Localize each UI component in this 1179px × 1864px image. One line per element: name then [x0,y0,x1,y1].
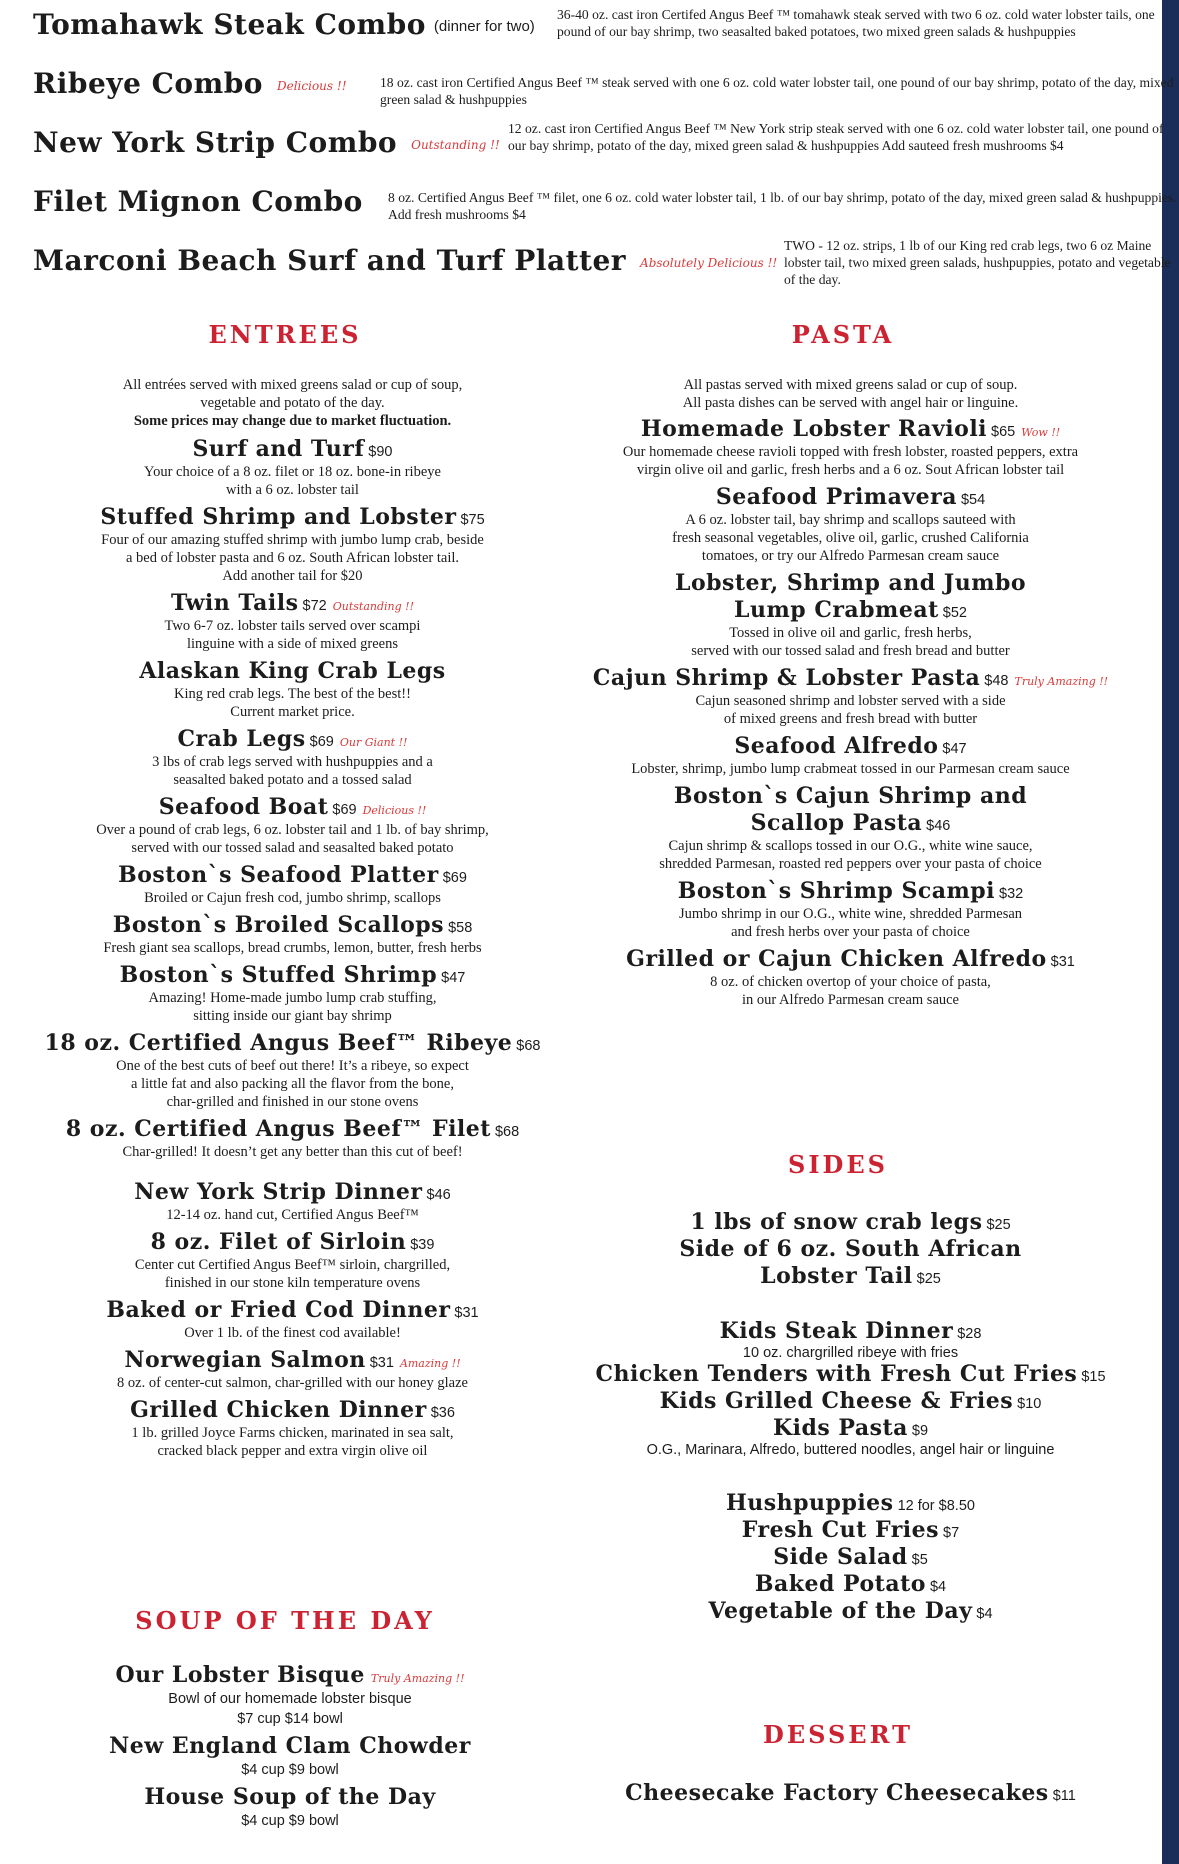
item-desc: Four of our amazing stuffed shrimp with jumbo lump crab, beside a bed of lobster pasta and 6 oz. South African lobster tail. Add another tail for $20 [101,532,484,584]
combo-name: Marconi Beach Surf and Turf Platter [33,244,627,277]
item-name: Boston`s Shrimp Scampi [677,878,996,904]
item-name: Boston`s Seafood Platter [118,862,439,888]
item-name: Baked Potato [754,1571,926,1597]
item-desc: One of the best cuts of beef out there! It’s a ribeye, so expect a little fat and also packing all the flavor from the bone, char-grilled and finished in our stone ovens [116,1058,469,1110]
item-price: $69 [442,870,467,886]
item-price: $5 [911,1552,928,1568]
menu-item [578,783,1123,873]
item-name: House Soup of the Day [144,1784,436,1810]
combo-tag: Delicious !! [276,79,347,93]
combo-name: New York Strip Combo [33,126,398,159]
item-name: 8 oz. Certified Angus Beef™ Filet [65,1116,491,1142]
item-price: $54 [960,492,986,508]
combo-ribeye [33,67,347,100]
combo-ny-strip [33,126,500,159]
item-desc: King red crab legs. The best of the best!! Current market price. [174,686,411,720]
item-desc: Bowl of our homemade lobster bisque [168,1691,412,1707]
item-price: $28 [957,1326,982,1342]
entrees-intro [20,376,565,430]
dessert-column [578,1780,1123,1807]
item-name: Kids Pasta [772,1415,908,1441]
soup-prices: $7 cup $14 bowl [237,1711,343,1727]
intro-line: All pastas served with mixed greens salad or cup of soup. [683,377,1018,393]
soup-prices: $4 cup $9 bowl [241,1762,339,1778]
menu-item [20,590,565,653]
item-name: Crab Legs [177,726,306,752]
combo-desc: TWO - 12 oz. strips, 1 lb of our King red crab legs, two 6 oz Maine lobster tail, two mixed green salads, hushpuppies, potato and vegetable of the day. [784,238,1171,287]
item-desc: 10 oz. chargrilled ribeye with fries [742,1345,959,1361]
item-name-line1: Boston`s Cajun Shrimp and [673,783,1028,809]
item-name: Stuffed Shrimp and Lobster [100,504,457,530]
item-name: Cajun Shrimp & Lobster Pasta [592,665,981,691]
intro-line: All entrées served with mixed greens salad or cup of soup, [122,377,463,393]
item-desc: 3 lbs of crab legs served with hushpuppies and a seasalted baked potato and a tossed salad [152,754,433,788]
menu-item [20,726,565,789]
item-desc: Our homemade cheese ravioli topped with fresh lobster, roasted peppers, extra virgin olive oil and garlic, fresh herbs and a 6 oz. Sout African lobster tail [622,444,1079,478]
intro-bold: Some prices may change due to market fluctuation. [133,413,452,429]
item-desc: Center cut Certified Angus Beef™ sirloin, chargrilled, finished in our stone kiln temperature ovens [134,1257,451,1291]
combo-desc: 12 oz. cast iron Certified Angus Beef ™ New York strip steak served with one 6 oz. cold water lobster tail, one pound of our bay shrimp, potato of the day, mixed green salad & hushpuppies Add sauteed fresh mushrooms $4 [508,121,1164,153]
item-name: Grilled Chicken Dinner [130,1397,427,1423]
item-price: $25 [986,1217,1011,1233]
sides-column [578,1209,1123,1625]
menu-item [20,1297,565,1342]
item-tag: Delicious !! [362,804,427,817]
menu-item [20,1030,565,1111]
combo-name: Ribeye Combo [33,67,263,100]
item-name: Alaskan King Crab Legs [139,658,446,684]
menu-item [20,862,565,907]
item-name: 8 oz. Filet of Sirloin [150,1229,407,1255]
item-name: Boston`s Stuffed Shrimp [119,962,438,988]
soup-prices: $4 cup $9 bowl [241,1813,339,1829]
item-price: $58 [448,920,473,936]
menu-item [578,416,1123,479]
intro-line: vegetable and potato of the day. [200,395,385,411]
item-price: $31 [1050,954,1075,970]
item-price: $47 [441,970,466,986]
item-name: Kids Grilled Cheese & Fries [659,1388,1014,1414]
item-name: Chicken Tenders with Fresh Cut Fries [595,1361,1078,1387]
item-tag: Outstanding !! [332,600,414,613]
item-price: $32 [999,886,1024,902]
item-price: $10 [1017,1396,1042,1412]
item-name: Kids Steak Dinner [719,1318,954,1344]
entrees-column [20,376,565,1460]
item-price: $39 [410,1237,435,1253]
menu-item [578,733,1123,778]
item-tag: Amazing !! [399,1357,461,1370]
item-name: Our Lobster Bisque [115,1662,365,1688]
item-desc: 1 lb. grilled Joyce Farms chicken, marinated in sea salt, cracked black pepper and extra virgin olive oil [131,1425,454,1459]
item-price: $75 [460,512,485,528]
item-desc: Fresh giant sea scallops, bread crumbs, lemon, butter, fresh herbs [103,940,482,956]
item-price: $65 [991,424,1016,440]
menu-item [20,1347,565,1392]
combo-tag: Outstanding !! [411,138,500,152]
item-name: Seafood Primavera [715,484,957,510]
combo-desc: 36-40 oz. cast iron Certifed Angus Beef ™ tomahawk steak served with two 6 oz. cold water lobster tails, one pound of our bay shrimp, two seasalted baked potatoes, two mixed green salads & hushpuppies [557,7,1155,39]
pasta-intro [578,376,1123,412]
item-name: Lump Crabmeat [734,597,939,623]
item-price: $7 [943,1525,960,1541]
dessert-title: DESSERT [763,1720,913,1749]
intro-line: All pasta dishes can be served with angel hair or linguine. [682,395,1019,411]
item-desc: 8 oz. of chicken overtop of your choice of pasta, in our Alfredo Parmesan cream sauce [710,974,991,1008]
combo-tomahawk [33,8,535,41]
item-name: New York Strip Dinner [134,1179,423,1205]
item-name: Norwegian Salmon [124,1347,366,1373]
item-name: 1 lbs of snow crab legs [690,1209,983,1235]
menu-item [578,484,1123,565]
item-desc: Jumbo shrimp in our O.G., white wine, shredded Parmesan and fresh herbs over your pasta of choice [678,906,1023,940]
kids-group [578,1318,1123,1458]
menu-item [578,665,1123,728]
item-desc: Amazing! Home-made jumbo lump crab stuffing, sitting inside our giant bay shrimp [148,990,437,1024]
item-price: 12 for $8.50 [897,1498,975,1514]
item-tag: Wow !! [1021,426,1061,439]
item-price: $52 [942,605,967,621]
item-price: $68 [516,1038,541,1054]
item-desc: Over 1 lb. of the finest cod available! [184,1325,401,1341]
sides-title: SIDES [788,1150,888,1179]
item-price: $46 [926,818,951,834]
menu-item [20,504,565,585]
intro-line [20,412,565,430]
item-name: Side of 6 oz. South African [679,1236,1022,1262]
item-name: Fresh Cut Fries [741,1517,940,1543]
combo-filet [33,185,363,218]
item-desc: Over a pound of crab legs, 6 oz. lobster tail and 1 lb. of bay shrimp, served with our tossed salad and seasalted baked potato [96,822,489,856]
menu-item [20,962,565,1025]
item-desc: 12-14 oz. hand cut, Certified Angus Beef™ [166,1207,419,1223]
item-price: $31 [369,1355,394,1371]
combo-desc: 8 oz. Certified Angus Beef ™ filet, one 6 oz. cold water lobster tail, 1 lb. of our bay shrimp, potato of the day, mixed green salad & hushpuppies. Add fresh mushrooms $4 [388,190,1177,222]
item-desc: Cajun seasoned shrimp and lobster served with a side of mixed greens and fresh bread with butter [695,693,1006,727]
item-name: 18 oz. Certified Angus Beef™ Ribeye [44,1030,513,1056]
item-price: $72 [302,598,327,614]
item-desc: Your choice of a 8 oz. filet or 18 oz. bone-in ribeye with a 6 oz. lobster tail [144,464,441,498]
menu-item [20,1179,565,1224]
item-name: Boston`s Broiled Scallops [112,912,445,938]
item-price: $25 [916,1271,941,1287]
item-price: $11 [1052,1788,1076,1804]
soup-item [60,1733,520,1780]
combo-name: Tomahawk Steak Combo [33,8,426,41]
menu-item [20,1229,565,1292]
menu-item [20,436,565,499]
combo-name: Filet Mignon Combo [33,185,363,218]
item-desc: Lobster, shrimp, jumbo lump crabmeat tossed in our Parmesan cream sauce [631,761,1070,777]
soup-title: SOUP OF THE DAY [135,1606,435,1635]
item-name: Hushpuppies [726,1490,894,1516]
combo-marconi [33,244,777,277]
item-name: Scallop Pasta [750,810,923,836]
item-price: $4 [976,1606,993,1622]
item-price: $48 [984,673,1009,689]
item-name: Vegetable of the Day [708,1598,973,1624]
menu-item [20,658,565,721]
item-tag: Truly Amazing !! [370,1672,465,1685]
item-price: $47 [942,741,967,757]
menu-item [20,794,565,857]
item-price: $4 [929,1579,947,1595]
item-desc: Cajun shrimp & scallops tossed in our O.G., white wine sauce, shredded Parmesan, roasted red peppers over your pasta of choice [659,838,1042,872]
item-name: Cheesecake Factory Cheesecakes [625,1780,1049,1806]
soup-column [60,1662,520,1831]
item-price: $31 [454,1305,479,1321]
item-name: Seafood Alfredo [734,733,939,759]
pasta-column [578,376,1123,1009]
menu-item [578,570,1123,660]
item-price: $15 [1081,1369,1106,1385]
pasta-title: PASTA [791,320,895,349]
combo-desc: 18 oz. cast iron Certified Angus Beef ™ steak served with one 6 oz. cold water lobster tail, one pound of our bay shrimp, potato of the day, mixed green salad & hushpuppies [380,75,1174,107]
item-name: Surf and Turf [192,436,365,462]
item-desc: A 6 oz. lobster tail, bay shrimp and scallops sauteed with fresh seasonal vegetables, olive oil, garlic, crushed California tomatoes, or try our Alfredo Parmesan cream sauce [672,512,1029,564]
entrees-title: ENTREES [208,320,362,349]
menu-item [20,1116,565,1161]
menu-item [578,878,1123,941]
item-name: Lobster Tail [760,1263,913,1289]
item-name: Twin Tails [171,590,299,616]
combo-tag: Absolutely Delicious !! [640,256,778,270]
item-tag: Truly Amazing !! [1014,675,1109,688]
item-price: $68 [494,1124,520,1140]
menu-item [20,1397,565,1460]
combo-note: (dinner for two) [433,18,535,35]
item-price: $69 [332,802,357,818]
item-desc: Two 6-7 oz. lobster tails served over scampi linguine with a side of mixed greens [164,618,421,652]
item-desc: Broiled or Cajun fresh cod, jumbo shrimp, scallops [144,890,441,906]
item-name: Grilled or Cajun Chicken Alfredo [626,946,1047,972]
item-name: Side Salad [773,1544,908,1570]
sides-group [578,1490,1123,1625]
item-name-line1: Lobster, Shrimp and Jumbo [674,570,1027,596]
item-name: Homemade Lobster Ravioli [640,416,988,442]
item-desc: Tossed in olive oil and garlic, fresh herbs, served with our tossed salad and fresh bread and butter [691,625,1010,659]
item-price: $46 [426,1187,451,1203]
item-tag: Our Giant !! [339,736,408,749]
item-name: Seafood Boat [158,794,329,820]
soup-item [60,1662,520,1729]
item-price: $36 [430,1405,455,1421]
item-price: $69 [309,734,334,750]
item-price: $90 [368,444,393,460]
item-name: New England Clam Chowder [109,1733,471,1759]
menu-item [20,912,565,957]
sides-group [578,1209,1123,1290]
item-desc: O.G., Marinara, Alfredo, buttered noodles, angel hair or linguine [646,1442,1055,1458]
menu-item [578,946,1123,1009]
soup-item [60,1784,520,1831]
item-price: $9 [911,1423,929,1439]
item-name: Baked or Fried Cod Dinner [106,1297,451,1323]
item-desc: Char-grilled! It doesn’t get any better than this cut of beef! [122,1144,463,1160]
item-desc: 8 oz. of center-cut salmon, char-grilled with our honey glaze [117,1375,468,1391]
